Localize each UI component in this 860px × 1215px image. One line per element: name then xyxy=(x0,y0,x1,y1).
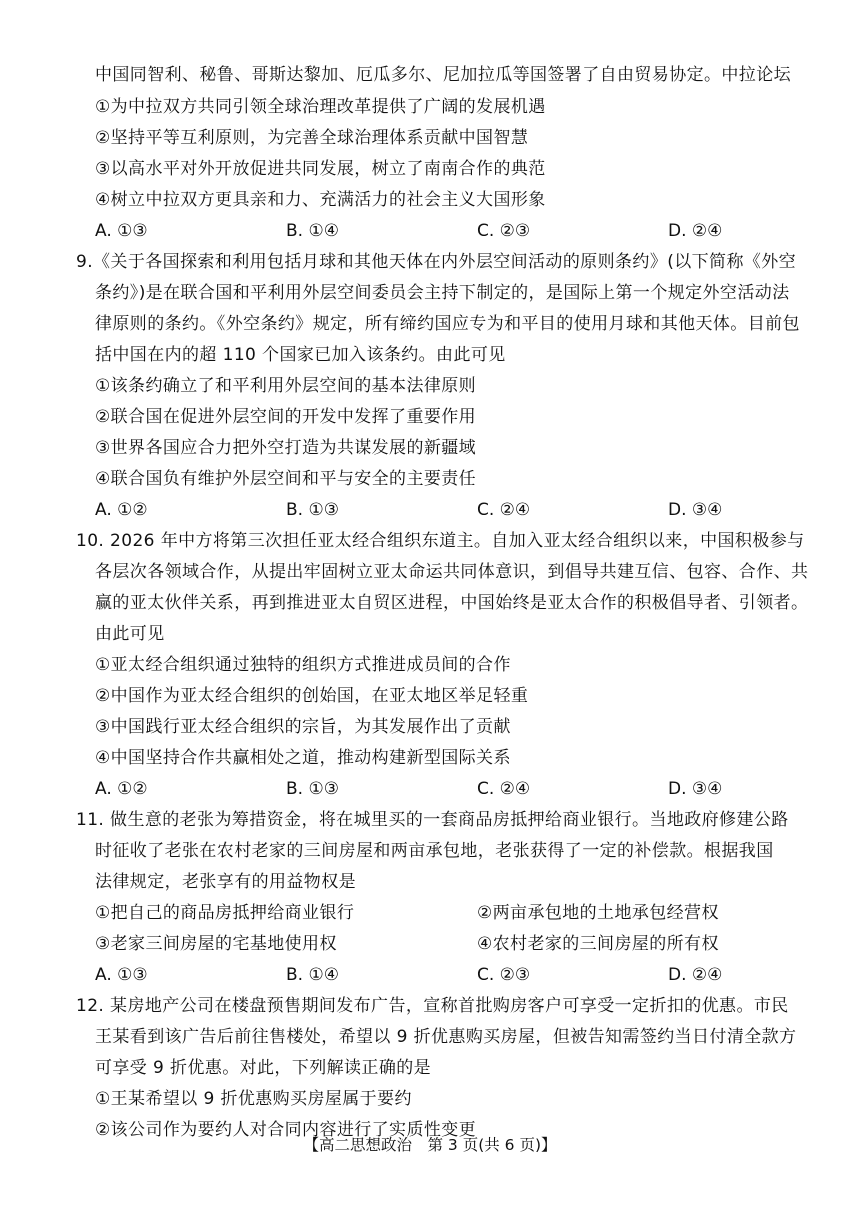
q9-option-4: ④联合国负有维护外层空间和平与安全的主要责任 xyxy=(95,469,477,489)
q11-stem-line-2: 时征收了老张在农村老家的三间房屋和两亩承包地，老张获得了一定的补偿款。根据我国 xyxy=(95,841,774,861)
q12-option-2: ②该公司作为要约人对合同内容进行了实质性变更 xyxy=(95,1120,477,1140)
q10-stem-line-2: 各层次各领域合作，从提出牢固树立亚太命运共同体意识，到倡导共建互信、包容、合作、共 xyxy=(95,562,809,582)
q11-choice-c: C. ②③ xyxy=(477,965,531,985)
q10-option-4: ④中国坚持合作共赢相处之道，推动构建新型国际关系 xyxy=(95,748,511,768)
q11-choice-a: A. ①③ xyxy=(95,965,148,985)
q9-choice-a: A. ①② xyxy=(95,500,148,520)
q9-option-3: ③世界各国应合力把外空打造为共谋发展的新疆域 xyxy=(95,438,477,458)
q8-option-3: ③以高水平对外开放促进共同发展，树立了南南合作的典范 xyxy=(95,159,546,179)
q8-stem-line: 中国同智利、秘鲁、哥斯达黎加、厄瓜多尔、尼加拉瓜等国签署了自由贸易协定。中拉论坛 xyxy=(95,65,791,85)
page-footer: 【高二思想政治 第 3 页(共 6 页)】 xyxy=(303,1136,557,1154)
q9-choice-b: B. ①③ xyxy=(286,500,339,520)
q8-option-4: ④树立中拉双方更具亲和力、充满活力的社会主义大国形象 xyxy=(95,190,546,210)
q11-choice-b: B. ①④ xyxy=(286,965,339,985)
q9-stem-line-3: 律原则的条约。《外空条约》规定，所有缔约国应专为和平目的使用月球和其他天体。目前包 xyxy=(95,314,800,334)
q9-choice-d: D. ③④ xyxy=(668,500,723,520)
q11-option-3: ③老家三间房屋的宅基地使用权 xyxy=(95,934,337,954)
q8-choice-a: A. ①③ xyxy=(95,221,148,241)
q10-stem-line-3: 赢的亚太伙伴关系，再到推进亚太自贸区进程，中国始终是亚太合作的积极倡导者、引领者。 xyxy=(95,593,809,613)
q9-stem-line-4: 括中国在内的超 110 个国家已加入该条约。由此可见 xyxy=(95,345,506,365)
q10-option-2: ②中国作为亚太经合组织的创始国，在亚太地区举足轻重 xyxy=(95,686,529,706)
q12-stem-line-1: 12. 某房地产公司在楼盘预售期间发布广告，宣称首批购房客户可享受一定折扣的优惠。市民 xyxy=(76,996,789,1016)
q9-stem-line-2: 条约》)是在联合国和平利用外层空间委员会主持下制定的，是国际上第一个规定外空活动法 xyxy=(95,283,790,303)
q10-choice-d: D. ③④ xyxy=(668,779,723,799)
q10-choice-b: B. ①③ xyxy=(286,779,339,799)
q9-option-2: ②联合国在促进外层空间的开发中发挥了重要作用 xyxy=(95,407,477,427)
q10-stem-line-1: 10. 2026 年中方将第三次担任亚太经合组织东道主。自加入亚太经合组织以来，中国积极参与 xyxy=(76,531,805,551)
q10-option-1: ①亚太经合组织通过独特的组织方式推进成员间的合作 xyxy=(95,655,511,675)
q12-stem-line-2: 王某看到该广告后前往售楼处，希望以 9 折优惠购买房屋，但被告知需签约当日付清全款方 xyxy=(95,1027,797,1047)
q10-choice-c: C. ②④ xyxy=(477,779,531,799)
q8-choice-d: D. ②④ xyxy=(668,221,723,241)
q10-stem-line-4: 由此可见 xyxy=(95,624,165,644)
q11-choice-d: D. ②④ xyxy=(668,965,723,985)
q10-option-3: ③中国践行亚太经合组织的宗旨，为其发展作出了贡献 xyxy=(95,717,511,737)
q9-choice-c: C. ②④ xyxy=(477,500,531,520)
q8-option-2: ②坚持平等互利原则，为完善全球治理体系贡献中国智慧 xyxy=(95,128,529,148)
q12-option-1: ①王某希望以 9 折优惠购买房屋属于要约 xyxy=(95,1089,412,1109)
q9-option-1: ①该条约确立了和平利用外层空间的基本法律原则 xyxy=(95,376,477,396)
q12-stem-line-3: 可享受 9 折优惠。对此，下列解读正确的是 xyxy=(95,1058,432,1078)
q11-option-4: ④农村老家的三间房屋的所有权 xyxy=(477,934,719,954)
q11-option-1: ①把自己的商品房抵押给商业银行 xyxy=(95,903,355,923)
q10-choice-a: A. ①② xyxy=(95,779,148,799)
q11-stem-line-3: 法律规定，老张享有的用益物权是 xyxy=(95,872,356,892)
q11-option-2: ②两亩承包地的土地承包经营权 xyxy=(477,903,719,923)
q8-choice-b: B. ①④ xyxy=(286,221,339,241)
q11-stem-line-1: 11. 做生意的老张为筹措资金，将在城里买的一套商品房抵押给商业银行。当地政府修建公路 xyxy=(76,810,789,830)
q8-option-1: ①为中拉双方共同引领全球治理改革提供了广阔的发展机遇 xyxy=(95,97,546,117)
q9-stem-line-1: 9.《关于各国探索和利用包括月球和其他天体在内外层空间活动的原则条约》(以下简称《外空 xyxy=(76,252,797,272)
q8-choice-c: C. ②③ xyxy=(477,221,531,241)
